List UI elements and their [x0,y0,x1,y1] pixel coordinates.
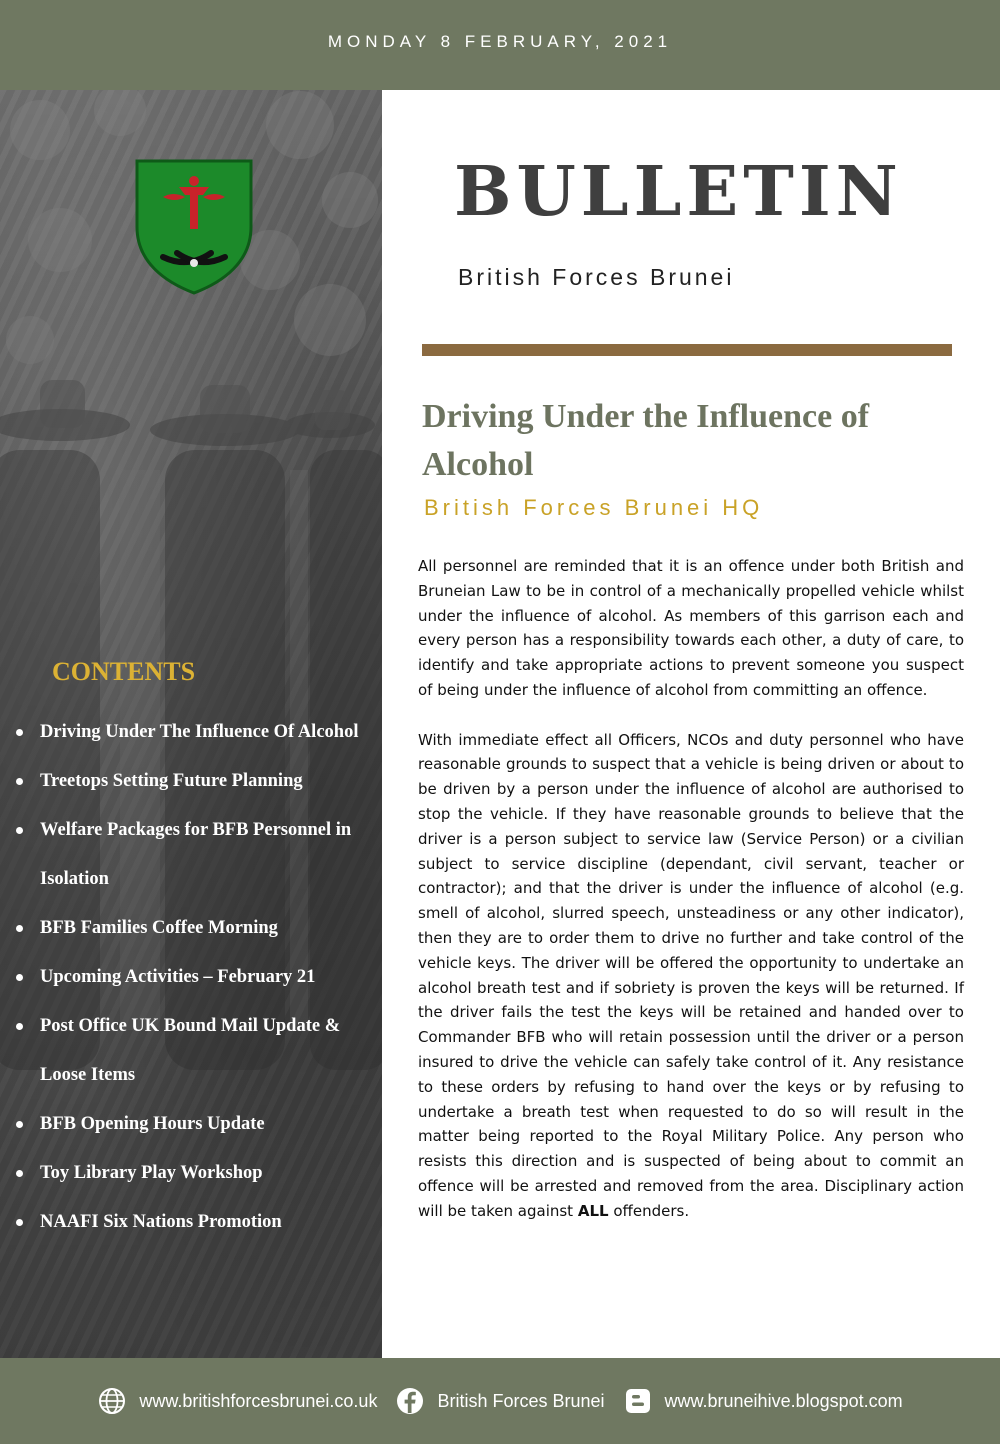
blog-link[interactable] [623,1386,903,1416]
blog-text: www.bruneihive.blogspot.com [664,1390,903,1411]
facebook-icon [395,1386,425,1416]
contents-item[interactable]: Upcoming Activities – February 21 [14,953,378,1002]
contents-item[interactable]: Treetops Setting Future Planning [14,757,378,806]
article-headline: Driving Under the Influence of Alcohol [422,398,870,483]
bulletin-subtitle: British Forces Brunei [458,264,735,290]
main-content [382,90,1000,1358]
website-link[interactable] [97,1386,377,1416]
contents-item[interactable]: NAAFI Six Nations Promotion [14,1198,378,1247]
globe-icon [97,1386,127,1416]
contents-item[interactable]: Toy Library Play Workshop [14,1149,378,1198]
bulletin-title: BULLETIN [454,152,903,232]
article-body [418,554,964,1224]
article-paragraph: All personnel are reminded that it is an offence under both British and Bruneian Law to be in control of a mechanically propelled vehicle whilst under the influence of alcohol. As members of this garrison each and every person has a responsibility towards each other, a duty of care, to identify and take appropriate actions to prevent someone you suspect of being under the influence of alcohol from committing an offence. [418,557,964,699]
header-bar [0,0,1000,90]
facebook-link[interactable] [395,1386,604,1416]
contents-item[interactable]: Driving Under The Influence Of Alcohol [14,708,378,757]
sidebar [0,90,382,1358]
contents-item[interactable]: Welfare Packages for BFB Personnel in Isolation [14,806,378,904]
contents-item[interactable]: BFB Families Coffee Morning [14,904,378,953]
contents-heading: CONTENTS [52,657,196,686]
website-text: www.britishforcesbrunei.co.uk [139,1390,378,1411]
facebook-text: British Forces Brunei [437,1390,605,1411]
contents-item[interactable]: BFB Opening Hours Update [14,1100,378,1149]
contents-item[interactable]: Post Office UK Bound Mail Update & Loose Items [14,1002,378,1100]
issue-date: MONDAY 8 FEBRUARY, 2021 [327,32,673,51]
paragraph-text: With immediate effect all Officers, NCOs and duty personnel who have reasonable grounds to suspect that a vehicle is being driven or about to be driven by a person under the influence of alcohol are authorised to stop the vehicle. If they have reasonable grounds to believe that the driver is a person subject to service law (Service Person) or a civilian subject to service discipline (dependant, civil servant, teacher or contractor); and that the driver is under the influence of alcohol (e.g. smell of alcohol, slurred speech, unsteadiness or any other indicator), then they are to order them to drive no further and take control of the vehicle keys. The driver will be offered the opportunity to undertake an alcohol breath test and if sobriety is proven the keys will be returned. If the driver fails the test the keys will be retained and handed over to Commander BFB who will retain possession until the driver or a person insured to drive the vehicle can safely take control of it. Any resistance to these orders by refusing to hand over the keys or by refusing to undertake a breath test when requested to do so will result in the matter being reported to the Royal Military Police. Any person who resists this direction and is suspected of being about to commit an offence will be arrested and removed from the area. Disciplinary action will be taken against [418,730,964,1220]
footer-bar [0,1358,1000,1444]
article-byline: British Forces Brunei HQ [424,495,764,520]
unit-crest-logo [133,157,255,297]
blogger-icon [623,1386,653,1416]
contents-list [14,708,378,1247]
divider-rule [422,344,952,356]
paragraph-text: offenders. [608,1201,690,1220]
article-paragraph [418,728,964,1224]
emphasis-text: ALL [577,1201,609,1220]
